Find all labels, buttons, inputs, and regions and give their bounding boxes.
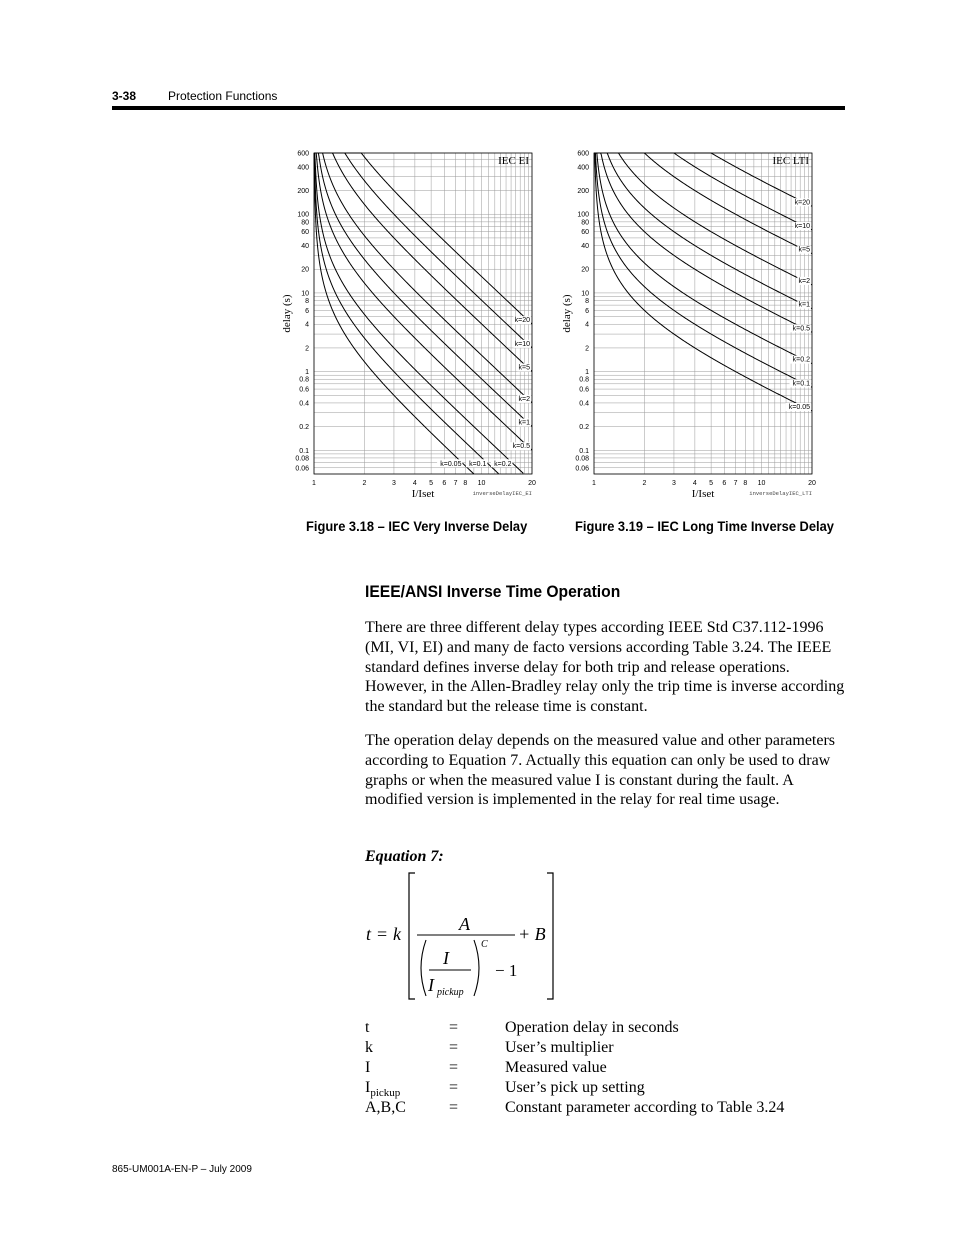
x-tick-label: 1 xyxy=(592,480,596,487)
vertical-gridlines xyxy=(594,153,812,474)
x-tick-label: 1 xyxy=(312,480,316,487)
equation-label: Equation 7: xyxy=(365,848,444,865)
y-tick-label: 20 xyxy=(301,266,309,274)
x-tick-label: 5 xyxy=(709,480,714,487)
y-tick-label: 0.06 xyxy=(295,465,309,473)
curve-label: k=10 xyxy=(794,222,810,230)
y-tick-label: 0.06 xyxy=(575,465,589,473)
x-tick-label: 4 xyxy=(692,480,697,487)
eq-I-pickup: I xyxy=(428,975,434,995)
y-tick-label: 400 xyxy=(577,164,589,172)
eq-k: k xyxy=(393,924,401,944)
y-tick-label: 20 xyxy=(581,266,589,274)
x-tick-label: 6 xyxy=(722,480,727,487)
y-tick-label: 0.08 xyxy=(295,455,309,463)
curve-label: k=0.05 xyxy=(788,404,810,412)
curve-k-0_2 xyxy=(594,153,812,364)
x-tick-label: 20 xyxy=(808,480,816,487)
x-tick-label: 2 xyxy=(642,480,647,487)
eq-I: I xyxy=(443,948,449,968)
x-tick-labels xyxy=(592,480,816,487)
y-tick-label: 0.4 xyxy=(299,400,309,408)
var-symbol: $I_{pickup}$ xyxy=(365,1079,401,1100)
curve-label: k=0.1 xyxy=(792,380,810,388)
y-tick-label: 0.1 xyxy=(299,447,309,455)
y-tick-label: 8 xyxy=(305,298,309,306)
y-tick-label: 8 xyxy=(585,298,589,306)
curve-k-5 xyxy=(594,153,812,254)
x-tick-label: 7 xyxy=(733,480,738,487)
curve-label: k=0.5 xyxy=(512,443,530,451)
curve-label: k=20 xyxy=(794,199,810,207)
curve-k-0_5 xyxy=(314,153,532,450)
chart-title: IEC EI xyxy=(498,155,529,167)
y-tick-label: 0.6 xyxy=(299,386,309,394)
y-tick-label: 60 xyxy=(301,229,309,237)
paragraph-delay-types: There are three different delay types according IEEE Std C37.112-1996 (MI, VI, EI) and many de facto versions according Table 3.24. The IEEE standard defines inverse delay for both trip and release operations. However, in the Allen-Bradley relay only the trip time is inverse according the standard but the release time is constant. xyxy=(365,619,845,716)
y-tick-label: 40 xyxy=(581,243,589,251)
var-equals: = xyxy=(449,1059,459,1076)
var-symbol: I xyxy=(365,1059,371,1076)
curve-label: k=5 xyxy=(518,364,530,372)
figure-caption-iec-lti: Figure 3.19 – IEC Long Time Inverse Delay xyxy=(575,518,834,534)
x-tick-labels xyxy=(312,480,536,487)
curve-label: k=5 xyxy=(798,246,810,254)
x-tick-label: 5 xyxy=(429,480,434,487)
y-tick-label: 600 xyxy=(297,150,309,158)
left-bracket xyxy=(409,873,415,999)
eq-A: A xyxy=(459,914,470,934)
header-rule xyxy=(112,106,845,110)
curve-label: k=0.5 xyxy=(792,325,810,333)
var-subscript: pickup xyxy=(370,1087,401,1100)
var-symbol: A,B,C xyxy=(365,1099,406,1116)
file-tag: inverseDelayIEC_LTI xyxy=(749,490,812,497)
x-tick-label: 8 xyxy=(743,480,748,487)
y-tick-label: 1 xyxy=(585,369,589,377)
y-tick-label: 100 xyxy=(297,211,309,219)
y-tick-label: 80 xyxy=(301,219,309,227)
curve-k-5 xyxy=(314,153,532,372)
y-tick-labels xyxy=(295,151,309,473)
y-tick-label: 6 xyxy=(585,307,589,315)
var-description: User’s pick up setting xyxy=(505,1079,645,1096)
y-tick-label: 40 xyxy=(301,243,309,251)
curve-labels xyxy=(437,316,531,468)
y-tick-label: 0.08 xyxy=(575,455,589,463)
curves xyxy=(594,153,812,411)
y-tick-label: 0.2 xyxy=(579,424,589,432)
eq-minus-one: − 1 xyxy=(495,961,518,980)
file-tag: inverseDelayIEC_EI xyxy=(472,490,532,497)
iec-lti-chart xyxy=(560,140,822,505)
x-axis-title: I/Iset xyxy=(411,488,435,500)
curve-label: k=20 xyxy=(514,317,530,325)
x-tick-label: 8 xyxy=(463,480,468,487)
y-tick-label: 4 xyxy=(305,321,309,329)
x-tick-label: 3 xyxy=(391,480,396,487)
y-tick-label: 0.2 xyxy=(299,424,309,432)
y-tick-label: 0.4 xyxy=(579,400,589,408)
curve-label: k=0.2 xyxy=(494,460,512,468)
var-equals: = xyxy=(449,1019,459,1036)
x-tick-label: 10 xyxy=(477,480,486,487)
curve-label: k=1 xyxy=(798,301,810,309)
curve-label: k=1 xyxy=(518,419,530,427)
y-tick-labels xyxy=(575,151,589,473)
curves xyxy=(314,153,532,474)
y-tick-label: 600 xyxy=(577,150,589,158)
y-tick-label: 4 xyxy=(585,321,589,329)
eq-plus-B: + B xyxy=(518,924,546,944)
right-paren xyxy=(474,940,479,996)
y-tick-label: 2 xyxy=(305,345,309,353)
section-title: Protection Functions xyxy=(168,89,278,103)
y-tick-label: 60 xyxy=(581,229,589,237)
section-number: 3-38 xyxy=(112,89,137,103)
var-equals: = xyxy=(449,1079,459,1096)
iec-ei-chart xyxy=(280,140,542,505)
footer-doc-id: 865-UM001A-EN-P – July 2009 xyxy=(112,1164,252,1175)
curve-k-1 xyxy=(594,153,812,309)
var-description: Operation delay in seconds xyxy=(505,1019,679,1036)
y-tick-label: 1 xyxy=(305,369,309,377)
y-tick-label: 10 xyxy=(301,290,309,298)
paragraph-operation-delay: The operation delay depends on the measured value and other parameters according to Equation 7. Actually this equation can only be used to draw graphs or when the measured value I is constant during the fault. A modified version is implemented in the relay for real time usage. xyxy=(365,732,836,809)
curve-k-2 xyxy=(594,153,812,285)
eq-t: t xyxy=(366,924,372,944)
y-tick-label: 200 xyxy=(297,188,309,196)
curve-label: k=2 xyxy=(798,277,810,285)
x-tick-label: 4 xyxy=(412,480,417,487)
eq-pickup-subscript: pickup xyxy=(437,987,464,998)
y-tick-label: 100 xyxy=(577,211,589,219)
y-tick-label: 0.1 xyxy=(579,447,589,455)
left-paren xyxy=(421,940,426,996)
eq-exponent-C: C xyxy=(481,939,488,950)
curve-k-10 xyxy=(314,153,532,348)
y-tick-label: 0.8 xyxy=(299,376,309,384)
var-equals: = xyxy=(449,1039,459,1056)
y-axis-title: delay (s) xyxy=(281,294,293,333)
x-tick-label: 7 xyxy=(453,480,458,487)
y-tick-label: 6 xyxy=(305,307,309,315)
var-symbol: k xyxy=(365,1039,373,1056)
x-tick-label: 3 xyxy=(671,480,676,487)
y-tick-label: 200 xyxy=(577,188,589,196)
y-axis-title: delay (s) xyxy=(561,294,573,333)
equation-7 xyxy=(360,868,560,1004)
curve-label: k=0.05 xyxy=(440,460,462,468)
var-equals: = xyxy=(449,1099,459,1116)
var-symbol: t xyxy=(365,1019,370,1036)
y-tick-label: 0.6 xyxy=(579,386,589,394)
x-tick-label: 10 xyxy=(757,480,766,487)
figure-caption-iec-ei: Figure 3.18 – IEC Very Inverse Delay xyxy=(306,518,528,534)
y-tick-label: 2 xyxy=(585,345,589,353)
x-tick-label: 2 xyxy=(362,480,367,487)
var-description: Constant parameter according to Table 3.24 xyxy=(505,1099,785,1116)
curve-label: k=2 xyxy=(518,395,530,403)
eq-equals: = xyxy=(377,924,388,944)
curve-label: k=0.1 xyxy=(469,460,487,468)
plot-frame xyxy=(594,153,812,474)
curve-k-0_2 xyxy=(314,153,523,473)
curve-label: k=10 xyxy=(514,340,530,348)
x-axis-title: I/Iset xyxy=(691,488,715,500)
x-tick-label: 6 xyxy=(442,480,447,487)
horizontal-gridlines xyxy=(594,153,812,474)
var-description: User’s multiplier xyxy=(505,1039,614,1056)
y-tick-label: 80 xyxy=(581,219,589,227)
chart-title: IEC LTI xyxy=(772,155,809,167)
y-tick-label: 10 xyxy=(581,290,589,298)
right-bracket xyxy=(547,873,553,999)
var-description: Measured value xyxy=(505,1059,607,1076)
section-heading: IEEE/ANSI Inverse Time Operation xyxy=(365,582,621,601)
curve-label: k=0.2 xyxy=(792,356,810,364)
y-tick-label: 400 xyxy=(297,164,309,172)
y-tick-label: 0.8 xyxy=(579,376,589,384)
curve-k-0_05 xyxy=(594,153,812,411)
x-tick-label: 20 xyxy=(528,480,536,487)
